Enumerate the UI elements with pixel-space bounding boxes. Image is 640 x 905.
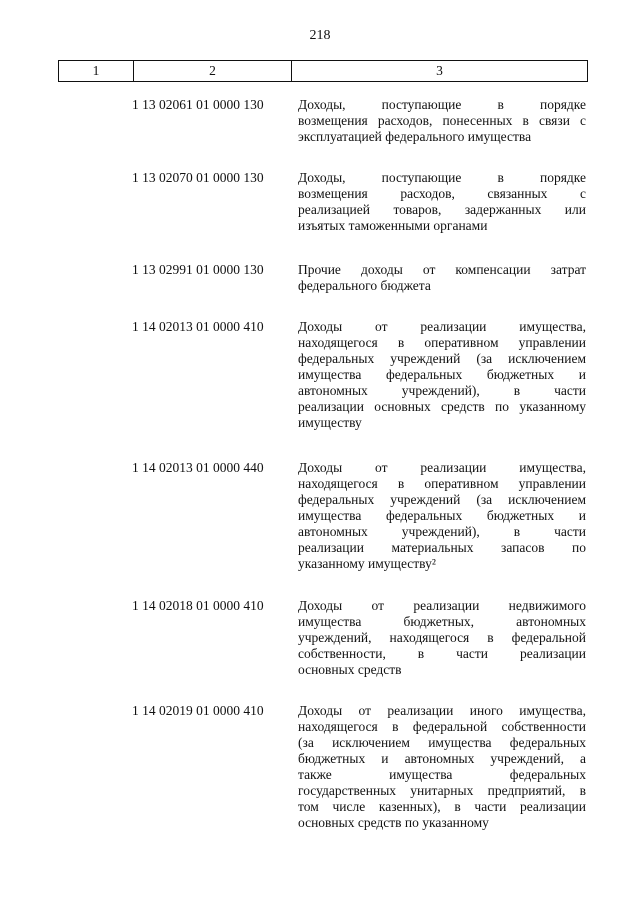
description-line: Прочие доходы от компенсации затрат (298, 262, 586, 277)
description-line: указанному имуществу² (298, 556, 436, 571)
income-description (298, 170, 586, 234)
description-line: возмещения расходов, связанных с (298, 186, 586, 201)
header-cell-3: 3 (436, 63, 443, 78)
description-line: находящегося в оперативном управлении (298, 335, 586, 350)
description-line: федеральных учреждений (за исключением (298, 492, 586, 507)
header-cell-1: 1 (59, 61, 134, 81)
description-line: также имущества федеральных (298, 767, 586, 782)
income-description (298, 703, 586, 831)
description-line: Доходы от реализации недвижимого (298, 598, 586, 613)
description-line: Доходы от реализации имущества, (298, 319, 586, 334)
description-line: находящегося в федеральной собственности (298, 719, 586, 734)
page-number: 218 (309, 28, 331, 43)
description-line: бюджетных и автономных учреждений, а (298, 751, 586, 766)
description-line: изъятых таможенными органами (298, 218, 488, 233)
description-line: Доходы от реализации иного имущества, (298, 703, 586, 718)
classification-code: 1 14 02013 01 0000 440 (132, 460, 264, 475)
classification-code: 1 14 02013 01 0000 410 (132, 319, 264, 334)
description-line: государственных унитарных предприятий, в (298, 783, 586, 798)
description-line: Доходы, поступающие в порядке (298, 170, 586, 185)
description-line: реализации основных средств по указанному (298, 399, 586, 414)
description-line: федерального бюджета (298, 278, 431, 293)
description-line: основных средств (298, 662, 402, 677)
description-line: реализации материальных запасов по (298, 540, 586, 555)
header-cell-2: 2 (134, 61, 292, 81)
description-line: реализацией товаров, задержанных или (298, 202, 586, 217)
description-line: находящегося в оперативном управлении (298, 476, 586, 491)
description-line: возмещения расходов, понесенных в связи с (298, 113, 586, 128)
income-description (298, 460, 586, 572)
description-line: имущества федеральных бюджетных и (298, 508, 586, 523)
income-description (298, 598, 586, 678)
description-line: Доходы от реализации имущества, (298, 460, 586, 475)
description-line: имущества федеральных бюджетных и (298, 367, 586, 382)
classification-code: 1 14 02018 01 0000 410 (132, 598, 264, 613)
income-description (298, 262, 586, 294)
description-line: учреждений, находящегося в федеральной (298, 630, 586, 645)
description-line: автономных учреждений), в части (298, 524, 586, 539)
description-line: автономных учреждений), в части (298, 383, 586, 398)
description-line: собственности, в части реализации (298, 646, 586, 661)
classification-code: 1 13 02991 01 0000 130 (132, 262, 264, 277)
classification-code: 1 14 02019 01 0000 410 (132, 703, 264, 718)
description-line: эксплуатацией федерального имущества (298, 129, 532, 144)
classification-code: 1 13 02061 01 0000 130 (132, 97, 264, 112)
income-description (298, 97, 586, 145)
description-line: том числе казенных), в части реализации (298, 799, 586, 814)
description-line: (за исключением имущества федеральных (298, 735, 586, 750)
description-line: основных средств по указанному (298, 815, 489, 830)
description-line: имуществу (298, 415, 362, 430)
table-header (58, 60, 588, 82)
description-line: федеральных учреждений (за исключением (298, 351, 586, 366)
description-line: имущества бюджетных, автономных (298, 614, 586, 629)
description-line: Доходы, поступающие в порядке (298, 97, 586, 112)
classification-code: 1 13 02070 01 0000 130 (132, 170, 264, 185)
income-description (298, 319, 586, 431)
